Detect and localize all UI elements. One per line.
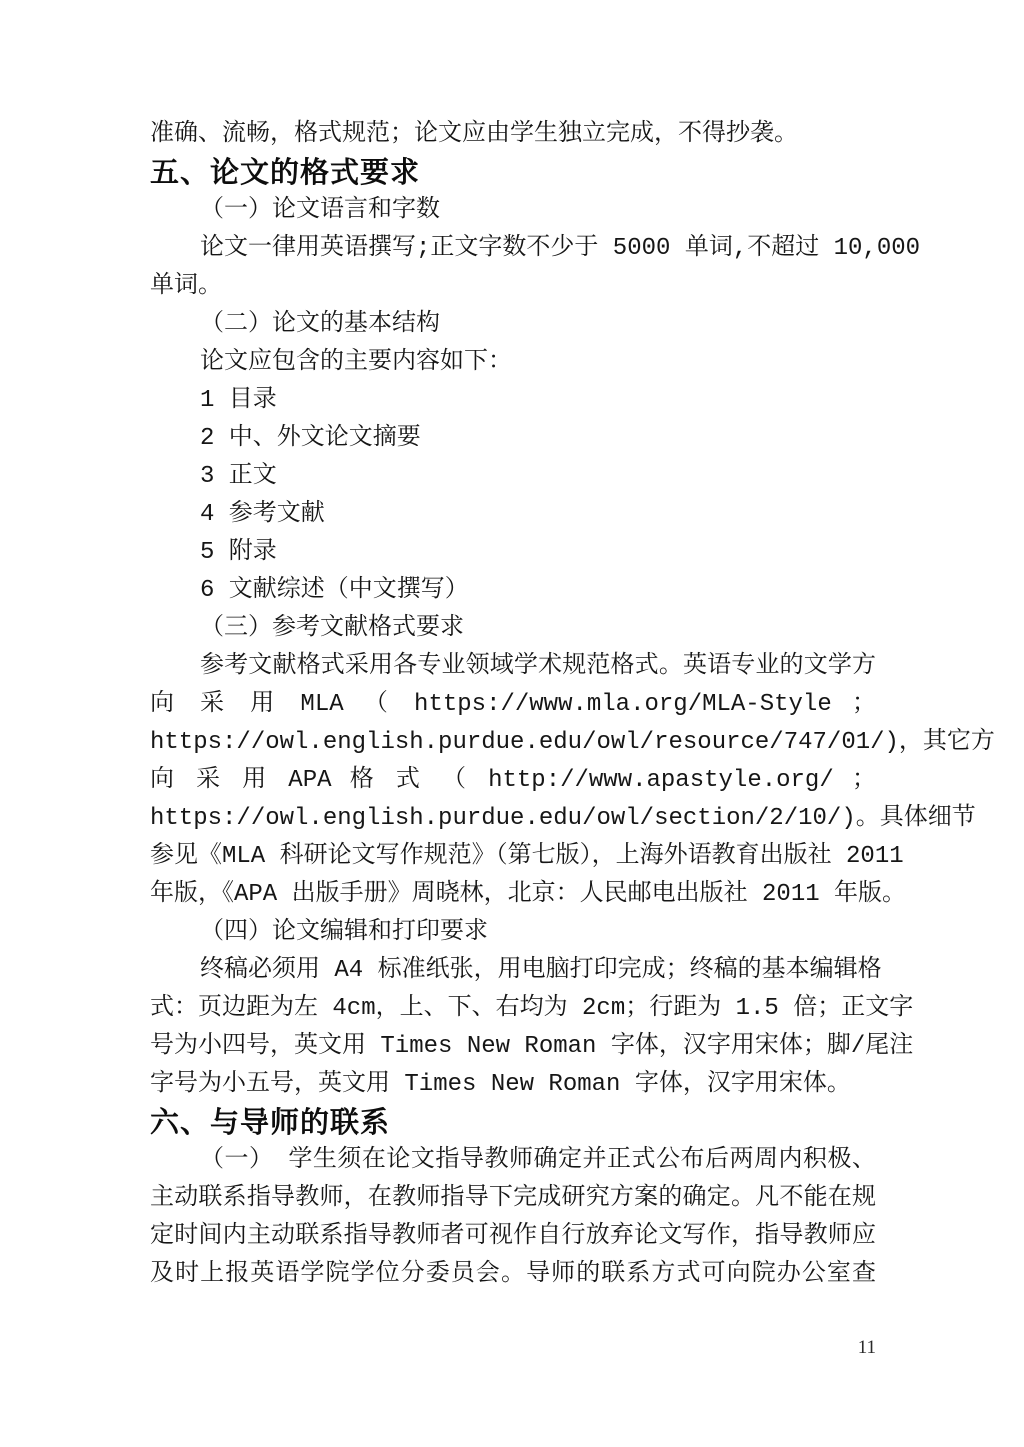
subsection-label-1: （一）论文语言和字数 (200, 197, 440, 224)
subsection-label-2: （二）论文的基本结构 (200, 311, 440, 338)
subsection-label-4: （四）论文编辑和打印要求 (200, 919, 488, 946)
list-item-4: 4 参考文献 (200, 501, 325, 528)
text-line: 式：页边距为左 4cm，上、下、右均为 2cm；行距为 1.5 倍；正文字 (150, 995, 914, 1022)
subsection-label-3: （三）参考文献格式要求 (200, 615, 464, 642)
url-line: https://owl.english.purdue.edu/owl/resource/747/01/)，其它方 (150, 729, 995, 756)
text-line: 论文应包含的主要内容如下： (200, 349, 512, 376)
text-line: 论文一律用英语撰写;正文字数不少于 5000 单词,不超过 10,000 (200, 235, 921, 262)
text-line: 年版，《APA 出版手册》周晓林，北京：人民邮电出版社 2011 年版。 (150, 881, 907, 908)
text-line: 号为小四号，英文用 Times New Roman 字体，汉字用宋体；脚/尾注 (150, 1033, 914, 1060)
list-item-3: 3 正文 (200, 463, 277, 490)
text-line: 定时间内主动联系指导教师者可视作自行放弃论文写作，指导教师应 (150, 1223, 876, 1250)
text-line: 字号为小五号，英文用 Times New Roman 字体，汉字用宋体。 (150, 1071, 851, 1098)
page-number: 11 (857, 1337, 876, 1358)
text-line: 准确、流畅，格式规范；论文应由学生独立完成，不得抄袭。 (150, 121, 798, 148)
text-line: 参考文献格式采用各专业领域学术规范格式。英语专业的文学方 (200, 653, 876, 680)
list-item-6: 6 文献综述（中文撰写） (200, 577, 469, 604)
section-heading-6: 六、与导师的联系 (150, 1107, 391, 1139)
text-line: 主动联系指导教师，在教师指导下完成研究方案的确定。凡不能在规 (150, 1185, 876, 1212)
text-line-apa-link: 向 采 用 APA 格 式 （ http://www.apastyle.org/ ； (150, 767, 876, 794)
list-item-2: 2 中、外文论文摘要 (200, 425, 421, 452)
list-item-5: 5 附录 (200, 539, 277, 566)
section-heading-5: 五、论文的格式要求 (150, 157, 421, 189)
url-line: https://owl.english.purdue.edu/owl/section/2/10/)。具体细节 (150, 805, 976, 832)
text-line: 及时上报英语学院学位分委员会。导师的联系方式可向院办公室查 (150, 1261, 876, 1288)
text-line: 参见《MLA 科研论文写作规范》（第七版），上海外语教育出版社 2011 (150, 843, 904, 870)
text-line: （一） 学生须在论文指导教师确定并正式公布后两周内积极、 (200, 1147, 876, 1174)
text-line: 单词。 (150, 273, 222, 300)
text-line-mla-link: 向 采 用 MLA （ https://www.mla.org/MLA-Style ； (150, 691, 876, 718)
page-body (150, 116, 995, 1294)
list-item-1: 1 目录 (200, 387, 277, 414)
text-line: 终稿必须用 A4 标准纸张，用电脑打印完成；终稿的基本编辑格 (200, 957, 882, 984)
